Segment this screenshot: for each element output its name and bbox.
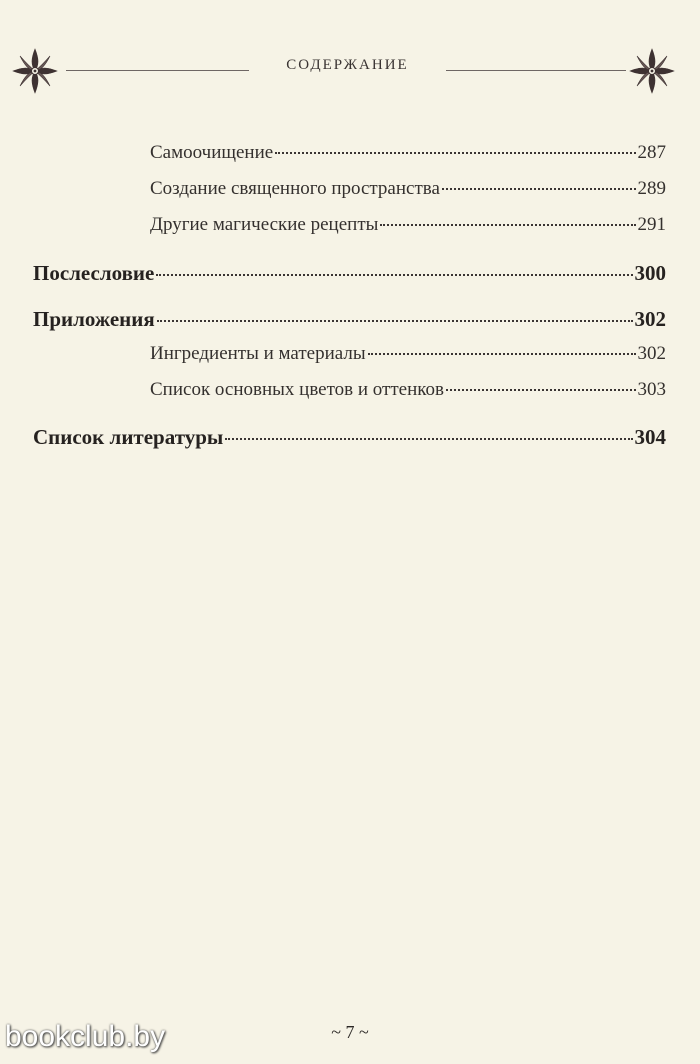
toc-entry-page: 303 (637, 379, 666, 400)
header-rule-right (446, 70, 626, 71)
toc-chapter-page: 300 (634, 261, 666, 285)
toc-entry-title: Самоочищение (150, 142, 274, 163)
page-header (0, 46, 700, 106)
watermark-text: bookclub.by (5, 1020, 166, 1053)
dot-leader (157, 320, 633, 322)
toc-entry-title: Ингредиенты и материалы (150, 343, 366, 364)
toc-entry-title: Другие магические рецепты (150, 214, 379, 235)
dot-leader (442, 188, 636, 190)
star-flower-ornament-icon (628, 46, 676, 96)
toc-chapter-title: Послесловие (33, 261, 155, 285)
dot-leader (446, 389, 636, 391)
dot-leader (225, 438, 632, 440)
toc-entry-title: Список основных цветов и оттенков (150, 379, 444, 400)
toc-entry (150, 142, 666, 164)
page-number: ~ 7 ~ (331, 1022, 369, 1042)
toc-entry (150, 178, 666, 200)
toc-entry-page: 289 (637, 178, 666, 199)
toc-entry (150, 379, 666, 401)
toc-chapter (33, 307, 666, 332)
toc-chapter-title: Приложения (33, 307, 155, 331)
toc-entry-title: Создание священного пространства (150, 178, 440, 199)
running-head-title: СОДЕРЖАНИЕ (286, 57, 409, 73)
toc-chapter-page: 302 (634, 307, 666, 331)
toc-entry (150, 214, 666, 236)
toc-chapter (33, 425, 666, 450)
dot-leader (380, 224, 635, 226)
star-flower-ornament-icon (11, 46, 59, 96)
toc-entry-page: 291 (637, 214, 666, 235)
toc-chapter-page: 304 (634, 425, 666, 449)
toc-chapter-title: Список литературы (33, 425, 224, 449)
header-rule-left (66, 70, 249, 71)
toc-entry-page: 287 (637, 142, 666, 163)
dot-leader (275, 152, 635, 154)
dot-leader (156, 274, 632, 276)
toc-chapter (33, 261, 666, 286)
toc-entry-page: 302 (637, 343, 666, 364)
toc-entry (150, 343, 666, 365)
dot-leader (368, 353, 636, 355)
